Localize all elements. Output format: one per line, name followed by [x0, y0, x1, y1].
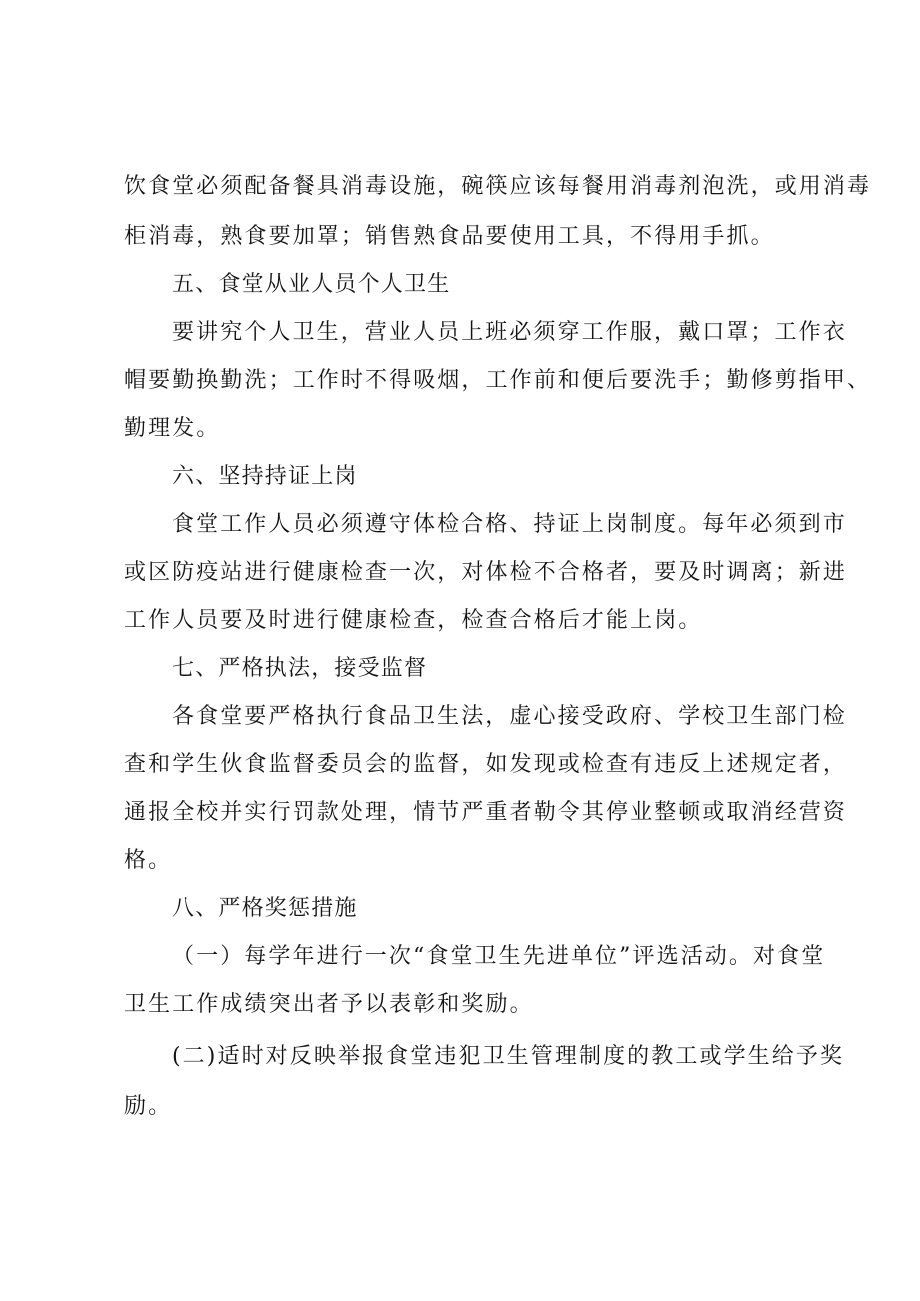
text-line: 查和学生伙食监督委员会的监督，如发现或检查有违反上述规定者，: [124, 752, 848, 777]
text-line: （一）每学年进行一次“食堂卫生先进单位”评选活动。对食堂: [172, 944, 826, 969]
text-line: 格。: [124, 848, 173, 873]
section-heading-7: 七、严格执法，接受监督: [172, 656, 428, 681]
section-heading-6: 六、坚持持证上岗: [172, 464, 358, 489]
text-line: 食堂工作人员必须遵守体检合格、持证上岗制度。每年必须到市: [172, 512, 847, 537]
text-line: 卫生工作成绩突出者予以表彰和奖励。: [124, 992, 534, 1017]
section-heading-5: 五、食堂从业人员个人卫生: [172, 272, 451, 297]
text-line: 通报全校并实行罚款处理，情节严重者勒令其停业整顿或取消经营资: [124, 800, 848, 825]
text-line: 要讲究个人卫生，营业人员上班必须穿工作服，戴口罩；工作衣: [172, 320, 847, 345]
text-line: 各食堂要严格执行食品卫生法，虚心接受政府、学校卫生部门检: [172, 704, 847, 729]
text-line: 工作人员要及时进行健康检查，检查合格后才能上岗。: [124, 608, 703, 633]
text-line: 饮食堂必须配备餐具消毒设施，碗筷应该每餐用消毒剂泡洗，或用消毒: [124, 174, 872, 199]
text-line: 帽要勤换勤洗；工作时不得吸烟，工作前和便后要洗手；勤修剪指甲、: [124, 368, 872, 393]
text-line: 励。: [124, 1094, 173, 1119]
text-line: (二)适时对反映举报食堂违犯卫生管理制度的教工或学生给予奖: [172, 1044, 845, 1069]
text-line: 或区防疫站进行健康检查一次，对体检不合格者，要及时调离；新进: [124, 560, 848, 585]
text-line: 柜消毒，熟食要加罩；销售熟食品要使用工具，不得用手抓。: [124, 224, 775, 249]
text-line: 勤理发。: [124, 416, 221, 441]
section-heading-8: 八、严格奖惩措施: [172, 896, 358, 921]
